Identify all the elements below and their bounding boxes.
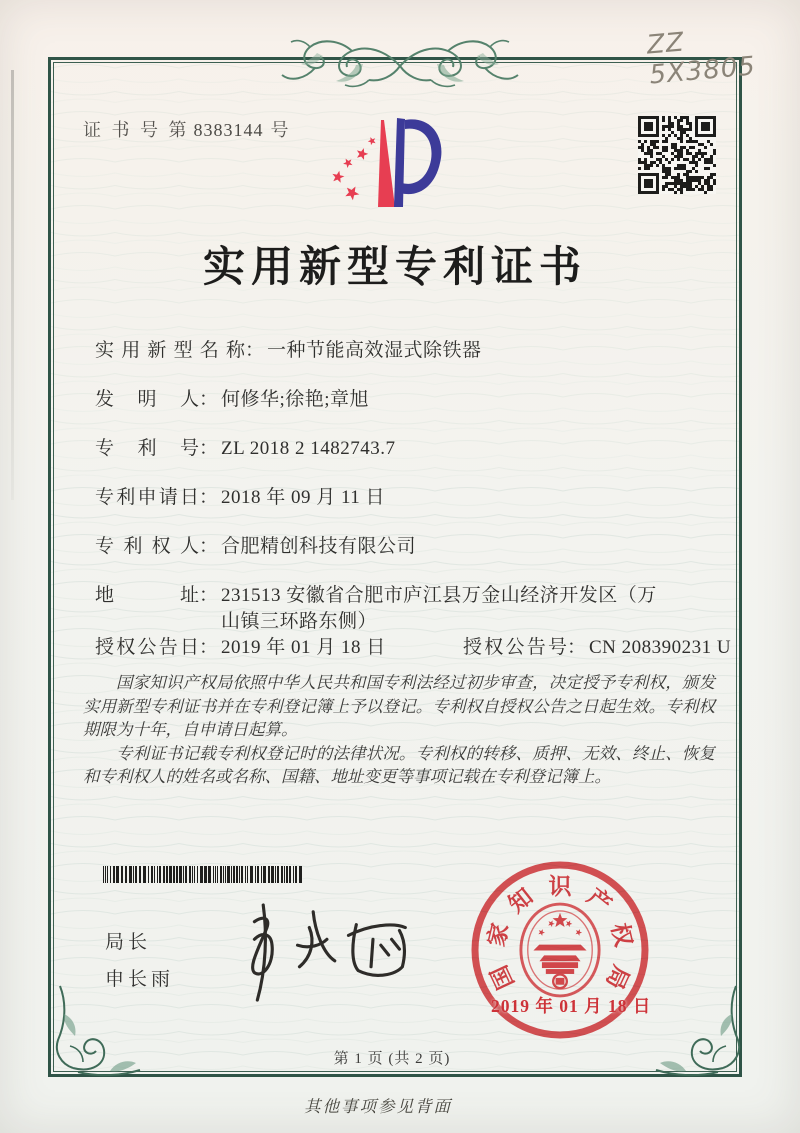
field-label: 地址 bbox=[95, 585, 199, 606]
field-colon: ： bbox=[199, 637, 219, 658]
field-value: 何修华;徐艳;章旭 bbox=[221, 389, 370, 410]
field-row bbox=[95, 583, 720, 635]
field-row bbox=[95, 534, 720, 560]
cnipa-logo-icon bbox=[328, 110, 452, 212]
field-label: 专利权人 bbox=[95, 536, 199, 557]
field-label: 授权公告日 bbox=[95, 637, 199, 658]
back-note: 其他事项参见背面 bbox=[304, 1097, 452, 1116]
seal-char: 家 bbox=[483, 921, 514, 950]
legal-text bbox=[83, 671, 715, 789]
field-colon: ： bbox=[199, 389, 219, 410]
grant-number-value: CN 208390231 U bbox=[589, 637, 732, 658]
seal-char: 识 bbox=[548, 874, 572, 899]
signer-title: 局长 bbox=[105, 932, 152, 953]
seal-date: 2019 年 01 月 18 日 bbox=[491, 996, 652, 1016]
qr-code bbox=[638, 116, 716, 194]
seal-char: 局 bbox=[601, 961, 634, 993]
field-colon: ： bbox=[199, 438, 219, 459]
seal-char: 权 bbox=[606, 921, 637, 950]
field-row bbox=[95, 387, 720, 413]
field-colon: ： bbox=[245, 340, 265, 361]
grant-number-pair bbox=[463, 635, 731, 661]
field-value: 231513 安徽省合肥市庐江县万金山经济开发区（万山镇三环路东侧） bbox=[221, 585, 657, 632]
page-number: 第 1 页 (共 2 页) bbox=[333, 1051, 451, 1067]
field-label: 实用新型名称 bbox=[95, 340, 245, 361]
field-label: 专利号 bbox=[95, 438, 199, 459]
field-value: 2018 年 09 月 11 日 bbox=[221, 487, 386, 508]
barcode bbox=[103, 866, 308, 883]
seal-char: 产 bbox=[582, 883, 617, 918]
certificate-title: 实用新型专利证书 bbox=[202, 245, 587, 291]
certificate-number bbox=[83, 116, 289, 142]
field-label: 授权公告号 bbox=[463, 637, 567, 658]
field-colon: ： bbox=[199, 536, 219, 557]
field-row bbox=[95, 338, 720, 364]
field-label: 专利申请日 bbox=[95, 487, 199, 508]
director-signature bbox=[225, 900, 421, 1008]
signer-name: 申长雨 bbox=[105, 969, 175, 990]
field-value: 合肥精创科技有限公司 bbox=[221, 536, 417, 557]
certificate-number-suffix: 号 bbox=[270, 120, 289, 140]
field-colon: ： bbox=[199, 585, 219, 606]
field-colon: ： bbox=[199, 487, 219, 508]
field-colon: ： bbox=[567, 637, 587, 658]
field-value: 一种节能高效湿式除铁器 bbox=[267, 340, 482, 361]
top-dragon-ornament-icon bbox=[275, 30, 525, 88]
handwritten-code: ZZ 5X3805 bbox=[645, 27, 758, 91]
seal-char: 国 bbox=[486, 961, 519, 993]
national-emblem-icon bbox=[517, 900, 603, 1000]
grant-date-value: 2019 年 01 月 18 日 bbox=[221, 637, 386, 658]
body-paragraph: 国家知识产权局依照中华人民共和国专利法经过初步审查，决定授予专利权，颁发实用新型专利证书并在专利登记簿上予以登记。专利权自授权公告之日起生效。专利权期限为十年，自申请日起算。 bbox=[83, 673, 715, 739]
seal-char: 知 bbox=[503, 883, 538, 918]
grant-row bbox=[95, 635, 735, 661]
body-paragraph: 专利证书记载专利权登记时的法律状况。专利权的转移、质押、无效、终止、恢复和专利权人的姓名或名称、国籍、地址变更等事项记载在专利登记簿上。 bbox=[83, 743, 715, 786]
field-row bbox=[95, 436, 720, 462]
field-label: 发明人 bbox=[95, 389, 199, 410]
certificate-number-value: 8383144 bbox=[193, 120, 264, 140]
field-value: ZL 2018 2 1482743.7 bbox=[221, 438, 396, 459]
fields-section bbox=[95, 338, 720, 637]
field-row bbox=[95, 485, 720, 511]
certificate-number-prefix: 证 书 号 第 bbox=[83, 120, 190, 140]
paper-crease bbox=[11, 70, 14, 500]
